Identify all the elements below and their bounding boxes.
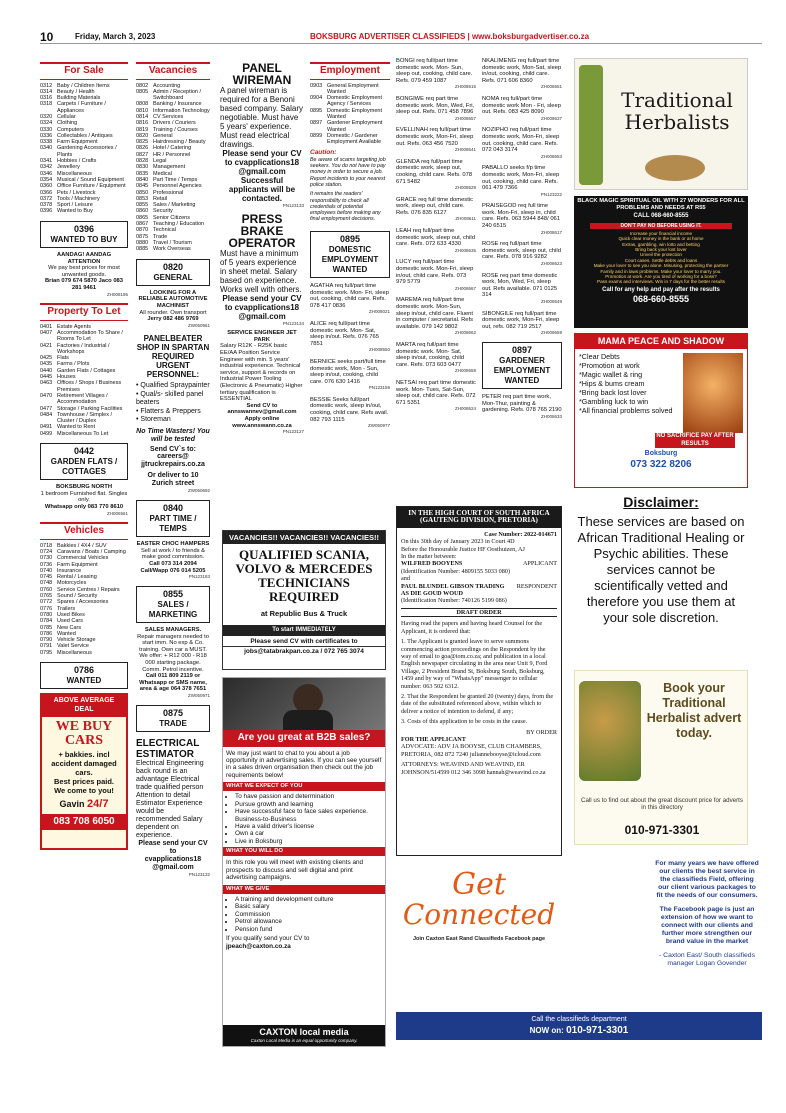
vehicle-category: 0780 Used Bikes [40, 611, 85, 618]
car-ad-line: Best prices paid. [53, 776, 115, 786]
vehicle-category: 0795 Miscellaneous [40, 649, 92, 656]
panel-wireman-success: Successful applicants will be contacted. [228, 176, 296, 203]
for-sale-category: 0324 Clothing [40, 120, 78, 127]
property-category: 0425 Flats [40, 355, 69, 362]
page-header [40, 30, 762, 44]
column-2 [136, 62, 210, 877]
for-sale-category: 0340 Gardening Accessories / Plants [40, 145, 117, 158]
classified-ad: PABALLO seeks f/p time domestic work, Mon-Fri, sleep out, cooking, child care. Refs. 061 479 7366 PN123222 [482, 165, 562, 197]
vacancy-category: 0814 CV Services [136, 113, 184, 120]
sales-marketing-box: 0855 SALES / MARKETING [136, 586, 210, 623]
sales-managers-ad: SALES MANAGERS. Repair managers needed to start imm. No exp & Co. training. Own car a MUST. We offer: + R12 000 - R18 000 starting package. Comm. Petrol incentive. Call 011 809 2119 or Whatsapp or SMS name, area & age 064 378 7651 ZW050971 [137, 627, 210, 699]
boksburg-north-ad: BOKSBURG NORTH 1 bedroom Furnished flat. Singles only. Whatsapp only 083 770 8610 ZH006561 [40, 484, 128, 516]
vacancy-category: 0825 Hairdressing / Beauty [136, 139, 206, 146]
ring-line: Promotion at work. Are you tired of working for a boss? [605, 274, 717, 279]
give-item: • Pension fund [235, 926, 382, 933]
property-category: 0421 Factories / Industrial / Workshops [40, 342, 110, 355]
vacancy-category: 0853 Retail [136, 195, 168, 202]
for-sale-category: 0316 Building Materials [40, 95, 101, 102]
classified-ad: NOZIPHO req full/part time domestic work, Mon-Fri, sleep out, cooking, child care. Refs. 072 043 3174 ZH008653 [482, 127, 562, 159]
vacancy-category: 0870 Technical [136, 227, 176, 234]
vehicle-category: 0784 Used Cars [40, 618, 83, 625]
domestic-ads-b [396, 58, 476, 413]
general-box: 0820 GENERAL [136, 259, 210, 286]
vehicle-category: 0718 Bakkies / 4X4 / SUV [40, 542, 107, 549]
classified-ad: BESSIE Seeks full/part domestic work, sleep in/out, cooking, child care. Refs avail. 082 793 1115 ZW050977 [310, 396, 390, 429]
mama-service: *Hips & bums cream [579, 379, 645, 389]
mama-service: *All financial problems solved [579, 406, 673, 416]
expect-item: • To have passion and determination [235, 793, 382, 800]
car-phone: 083 708 6050 [42, 814, 126, 831]
ring-line: Unveil the protection [640, 252, 682, 258]
publication-title: BOKSBURG ADVERTISER CLASSIFIEDS | www.boksburgadvertiser.co.za [310, 32, 590, 41]
vacancy-category: 0850 Professional [136, 189, 184, 196]
vacancies-heading: Vacancies [136, 62, 210, 80]
classified-ad: ROSE req part time domestic work, Mon, Wed, Fri, sleep out. Refs available. 071 0125 314 ZH008649 [482, 272, 562, 304]
vacancy-category: 0845 Personnel Agencies [136, 183, 202, 190]
classified-ad: MARTA req full/part time domestic work. Mon- Sat, sleep in/out, cooking, child care. Refs. 073 603 0477 ZH008659 [396, 341, 476, 374]
property-category: 0499 Miscellaneous To Let [40, 430, 109, 437]
vacancies-list [136, 83, 210, 253]
vacancy-category: 0830 Management [136, 164, 186, 171]
vacancy-category: 0835 Medical [136, 170, 172, 177]
domestic-ads-c [482, 58, 562, 337]
classified-ad: AGATHA req full/part time domestic work. Mon- Fri, sleep out, cooking, child care. Refs. 078 417 0836 ZH008021 [310, 282, 390, 315]
book-phone: 010-971-3301 [624, 823, 700, 837]
property-list [40, 324, 128, 437]
classified-ad: MAREMA req full/part time domestic work. Mon-Sun, sleep in/out, child care. Fluent in computer / secretarial. Refs available. 079 142 9802 ZH008662 [396, 297, 476, 336]
classified-ad: ROSE req full/part time domestic work, sleep out, child care. Refs. 078 916 9282 ZH008623 [482, 241, 562, 267]
for-sale-category: 0336 Collectables / Antiques [40, 132, 113, 139]
classified-ad: SIBONGILE req full/part time domestic work, Mon-Fri, sleep out, refs. 082 719 2517 ZH008659 [482, 310, 562, 336]
page-number: 10 [40, 30, 54, 44]
car-ad-line: accident damaged cars. [51, 758, 117, 777]
scania-ad: VACANCIES!! VACANCIES!! VACANCIES!! QUALIFIED SCANIA, VOLVO & MERCEDES TECHNICIANS REQUIRED at Republic Bus & Truck To start IMMEDIATELY Please send CV with certificates to jobs@tatabrakpan.co.za / 072 765 3074 [222, 530, 386, 670]
vacancy-category: 0819 Training / Courses [136, 126, 198, 133]
we-buy-cars-ad: ABOVE AVERAGE DEAL WE BUY CARS + bakkies. incl accident damaged cars. Best prices paid. We come to you! Gavin 24/7 083 708 6050 [40, 693, 128, 850]
vehicle-category: 0745 Rental / Leasing [40, 574, 97, 581]
vehicle-category: 0748 Motorcycles [40, 580, 87, 587]
panel-wireman-send: Please send your CV to cvapplications18 @gmail.com [222, 149, 302, 176]
property-category: 0445 Houses [40, 374, 76, 381]
give-item: • Petrol allowance [235, 918, 382, 925]
vehicle-category: 0760 Service Centres / Repairs [40, 586, 120, 593]
ring-line: Court cases. Settle debts and loans [624, 257, 698, 263]
ring-line: Increase your financial income [629, 230, 693, 236]
vacancy-category: 0820 General [136, 132, 173, 139]
get-connected-ad: Get Connected Join Caxton East Rand Classifieds Facebook page [402, 867, 556, 942]
for-sale-heading: For Sale [40, 62, 128, 80]
for-sale-category: 0346 Miscellaneous [40, 170, 92, 177]
property-category: 0463 Offices / Shops / Business Premises [40, 380, 122, 393]
domestic-ads-a [310, 283, 390, 430]
wanted-to-buy-box: 0396 WANTED TO BUY [40, 221, 128, 248]
vehicle-category: 0740 Insurance [40, 567, 82, 574]
panel-requirement: • Qualified Spraypainter [136, 382, 210, 390]
for-sale-category: 0342 Jewellery [40, 164, 80, 171]
for-sale-category: 0312 Baby / Children Items [40, 82, 110, 89]
classified-ad: EVELLINAH req full/part time domestic work, Mon-Fri, sleep out. Refs. 063 456 7520 ZH008641 [396, 127, 476, 153]
classified-ad: NETSAI req part time domestic work. Mon- Tues, Sat-Sun, sleep out, child care. Refs. 072 671 5351 ZH008624 [396, 379, 476, 412]
property-category: 0491 Wanted to Rent [40, 424, 96, 431]
vehicle-category: 0765 Sound / Security [40, 593, 98, 600]
expect-item: • Live in Boksburg [235, 838, 382, 845]
vacancy-category: 0875 Trade [136, 233, 168, 240]
vacancy-category: 0840 Part Time / Temps [136, 176, 198, 183]
give-item: • Commission [235, 911, 382, 918]
column-4 [310, 62, 390, 435]
electrical-estimator-ad: ELECTRICAL ESTIMATOR Electrical Engineering back round is an advantage Electrical trade qualified person Attention to detail Estimator Experience would be recommended Salary dependent on experience. Please send your CV to cvapplications18 @gmail.com PN123132 [136, 737, 210, 877]
property-category: 0440 Garden Flats / Cottages [40, 367, 116, 374]
aandag-ad: AANDAG! AANDAG ATTENTION We pay best prices for most unwanted goods. Brian 079 674 5870 Jaco 083 281 9461 ZH008186 [45, 251, 128, 297]
vacancy-category: 0810 Information Technology [136, 107, 210, 114]
vacancy-category: 0880 Travel / Tourism [136, 239, 192, 246]
for-sale-category: 0366 Pets / Livestock [40, 189, 96, 196]
classified-ad: PRAISEGOD req full time work. Mon-Fri, sleep in, child care. Refs. 063 5944 848/ 061 240 6515 ZH008617 [482, 203, 562, 235]
vehicles-heading: Vehicles [40, 522, 128, 540]
garden-flats-box: 0442 GARDEN FLATS / COTTAGES [40, 443, 128, 480]
property-heading: Property To Let [40, 303, 128, 321]
for-sale-category: 0330 Computers [40, 126, 84, 133]
issue-date: Friday, March 3, 2023 [75, 32, 156, 41]
service-engineer-ad: SERVICE ENGINEER JET PARK Salary R12K - R25K basic EE/AA Position Service Engineer with min. 5 years' industrial experience. Technical service, support & records on Industrial Power Tooling (Electronic & Pneumatic) Higher tertiary qualification is ESSENTIAL Send CV to annswannev@gmail.com Apply online www.annswann.co.za PN123127 [220, 330, 304, 435]
employment-list [310, 83, 390, 146]
employment-heading: Employment [310, 62, 390, 80]
vehicle-category: 0724 Caravans / Boats / Camping [40, 549, 126, 555]
vehicle-category: 0790 Vehicle Storage [40, 637, 96, 644]
classified-ad: BONGIWE req part time domestic work. Mon, Wed, Fri, sleep out. Refs. 071 458 7896 ZH008657 [396, 95, 476, 121]
property-category: 0484 Townhouse / Simplex / Cluster / Duplex [40, 411, 113, 425]
b2b-sales-ad: Are you great at B2B sales? We may just want to chat to you about a job opportunity in advertising sales. If you can see yourself in a sales driven organisation then check out the job requirements below! WHAT WE EXPECT OF YOU • To have passion and determination • Pursue growth and learning • Have successful face to face sales experience. Business-to-Business • Have a valid driver's license • Own a car • Live in Boksburg WHAT YOU WILL DO In this role you will meet with existing clients and prospects to discuss and sell digital and print advertising campaigns. WHAT WE GIVE • A training and development culture • Basic salary • Commission • Petrol allowance • Pension fund If you qualify send your CV to jpeach@caxton.co.za CAXTON local media Caxton Local Media is an equal opportunity company. [222, 677, 386, 1047]
ring-line: Quick clear money in the bank or at home [618, 236, 704, 242]
for-sale-category: 0320 Cellular [40, 113, 76, 120]
mama-service: *Clear Debts [579, 352, 620, 362]
classifieds-department-bar: Call the classifieds department NOW on: 010-971-3301 [396, 1012, 762, 1040]
for-sale-category: 0318 Carpets / Furniture / Appliances [40, 101, 106, 114]
give-item: • Basic salary [235, 903, 382, 910]
book-advert: Book your Traditional Herbalist advert today. Call us to find out about the great discount price for adverts in this directory 010-971-3301 [574, 670, 748, 845]
part-time-box: 0840 PART TIME / TEMPS [136, 500, 210, 537]
employment-category: 0895 Domestic Employment Wanted [310, 107, 383, 120]
column-6 [482, 58, 562, 426]
black-magic-ad: BLACK MAGIC SPIRITUAL OIL WITH 27 WONDERS FOR ALL PROBLEMS AND NEEDS AT R55 CALL 068-660-8555 DON'T PAY NO BEFORE USING IT. Increase your financial income Quick clear money in the bank or at home Extras, gambling, win lotto and betting Bring back your lost lover Unveil the protection Court cases. Settle debts and loans Make your lover to see you alone. Misusing, protecting the partner Family and in laws problems. Make your lover to marry you. Promotion at work. Are you tired of working for a boss? Pass exams and interviews. Win in 7 days for the better results Call for any help and pay after the results 068-660-8555 [574, 196, 748, 328]
classified-ad: ALICE req full/part time domestic work. Mon- Sat, sleep in/out. Refs. 076 765 7851 ZH008550 [310, 320, 390, 353]
vacancy-category: 0855 Sales / Marketing [136, 202, 196, 209]
panel-requirement: • Storeman [136, 416, 171, 424]
for-sale-category: 0314 Beauty / Health [40, 88, 95, 95]
b2b-photo [223, 678, 385, 730]
property-category: 0470 Retirement Villages / Accommodation [40, 392, 108, 406]
classified-ad: GLENDA req full/part time domestic work, sleep out, cooking, child care. Refs. 078 671 5482 ZH008629 [396, 158, 476, 191]
press-brake-send: Please send your CV to cvapplications18 @gmail.com [222, 293, 302, 321]
classified-ad: LEAH req full/part time domestic work, sleep out, child care. Refs. 072 633 4330 ZH008635 [396, 228, 476, 253]
employment-category: 0903 General Employment Wanted [310, 82, 379, 95]
classified-ad: NKALIMENG req full/part time domestic work, Mon-Sat, sleep in/out, cooking, child care. Refs. 071 606 8360 ZH008651 [482, 58, 562, 90]
vacancy-category: 0865 Senior Citizens [136, 214, 190, 221]
employment-category: 0904 Domestic Employment Agency / Services [310, 95, 383, 108]
for-sale-category: 0354 Musical / Sound Equipment [40, 176, 124, 183]
herbalist-title: Traditional Herbalists [621, 88, 733, 134]
vacancy-category: 0802 Accounting [136, 82, 181, 89]
vehicle-category: 0730 Commercial Vehicles [40, 555, 109, 562]
panel-requirement: • Flatters & Preppers [136, 407, 201, 415]
for-sale-list [40, 83, 128, 215]
for-sale-category: 0338 Farm Equipment [40, 139, 98, 146]
vehicle-category: 0786 Wanted [40, 630, 76, 637]
classifieds-quote: For many years we have offered our clients the best service in the classifieds Field, offering our client various packages to fit the needs of our consumers. The Facebook page is just an extension of how we want to connect with our clients and further more strengthen our brand value in the market - Caxton East/ South classifieds manager Logan Govender [655, 860, 759, 967]
vacancy-category: 0828 Legal [136, 158, 167, 165]
car-ad-line: + bakkies. incl [58, 749, 110, 759]
vehicles-list [40, 543, 128, 656]
property-category: 0435 Farms / Plots [40, 361, 90, 368]
gardener-wanted-box: 0897 GARDENER EMPLOYMENT WANTED [482, 342, 562, 389]
mama-service: *Promotion at work [579, 361, 640, 371]
vehicle-category: 0785 New Cars [40, 624, 82, 631]
disclaimer: Disclaimer: These services are based on African Traditional Healing or Psychic abilities. These services cannot be scientifically vetted and therefore you use them at your sole discretion. [577, 494, 745, 625]
expect-item: • Pursue growth and learning [235, 801, 382, 808]
ring-line: Family and in laws problems. Make your lover to marry you. [600, 268, 722, 274]
ring-line: Pass exams and interviews. Win in 7 days for the better results [597, 279, 725, 285]
ring-line: Bring back your lost lover [635, 246, 687, 252]
classified-ad: BERNICE seeks part/full time domestic work, Mon - Sun, sleep in/out, cooking, child care. 076 630 1416 PN123159 [310, 358, 390, 391]
vacancy-category: 0827 HR / Personnel [136, 151, 191, 158]
for-sale-category: 0372 Tools / Machinery [40, 195, 100, 202]
column-5 [396, 58, 476, 418]
for-sale-category: 0341 Hobbies / Crafts [40, 158, 97, 165]
for-sale-category: 0378 Sport / Leisure [40, 202, 93, 209]
property-category: 0477 Storage / Parking Facilities [40, 405, 123, 412]
vacancy-category: 0826 Hotel / Catering [136, 145, 192, 152]
vacancy-category: 0805 Admin / Reception / Switchboard [136, 88, 201, 102]
car-ad-line: We come to you! [54, 785, 114, 795]
court-notice: IN THE HIGH COURT OF SOUTH AFRICA (GAUTENG DIVISION, PRETORIA) Case Number: 2022-014671 On this 30th day of January 2023 in Court 4D Before the Honourable Justice HF Oosthuizen, AJ In the matter between: WILFRED BOOYENS APPLICANT (Identification Number: 4809155 5033 080) and PAUL BLUNDEL GIBSON TRADING AS DIE GOUD WOUD RESPONDENT (Identification Number: 740126 5199 086) DRAFT ORDER Having read the papers and having heard Counsel for the Applicant, it is ordered that: 1. The Applicant is granted leave to serve summons commencing action proceedings on the Respondent by the way of email to goa@iom.co.za; and publication in a local English newspaper circulating in the area near Unit 9, Ford Village, 2 President Brand St, Boksburg South, Boksburg, 1459 and by way of "WhatsApp" messenger to cellular number: 063 502 6312. 2. That the Respondent be granted 20 (twenty) days, from the date of the substituted referenced above, within which to deliver a notice of intention to defend, if any; 3. Costs of this application to be costs in the cause. BY ORDER FOR THE APPLICANT ADVOCATE: ADV JA BOOYSE, CLUB CHAMBERS, PRETORIA, 082 872 7240 juliannebooyse@icloud.com ATTORNEYS: WEAVIND AND WEAVIND, ER JOHNSON/514599 012 346 3098 hannah@weavind.co.za [396, 506, 562, 856]
vacancy-category: 0867 Teaching / Education [136, 221, 205, 228]
give-item: • A training and development culture [235, 896, 382, 903]
ring-line: Make your lover to see you alone. Misusing, protecting the partner [593, 263, 729, 269]
vehicle-category: 0791 Valet Service [40, 643, 89, 650]
column-3: PANEL WIREMAN A panel wireman is required for a Benoni based company. Salary negotiable. Must have 5 years' experience. Must read electrical drawings. Please send your CV to cvapplications18 @gmail.com Successful applicants will be contacted. PN123133 PRESS BRAKE OPERATOR Must have a minimum of 5 years experience in sheet metal. Salary based on experience. Works well with others. Please send your CV to cvapplications18 @gmail.com PN123134 SERVICE ENGINEER JET PARK Salary R12K - R25K basic EE/AA Position Service Engineer with min. 5 years' industrial experience. Technical service, support & records on Industrial Power Tooling (Electronic & Pneumatic) Higher tertiary qualification is ESSENTIAL Send CV to annswannev@gmail.com Apply online www.annswann.co.za PN123127 [220, 61, 304, 435]
property-category: 0407 Accommodation To Share / Rooms To Let [40, 329, 123, 343]
employment-category: 0897 Gardener Employment Wanted [310, 120, 383, 133]
vehicle-category: 0776 Trailers [40, 605, 76, 612]
vacancy-category: 0816 Drivers / Couriers [136, 120, 196, 127]
panel-wireman-body: A panel wireman is required for a Benoni based company. Salary negotiable. Must have 5 years' experience. Must read electrical drawings. [220, 86, 304, 149]
press-brake-body: Must have a minimum of 5 years experience in sheet metal. Salary based on experience. Works well with others. [220, 248, 302, 294]
mama-peace-ad: MAMA PEACE AND SHADOW *Clear Debts *Promotion at work *Magic wallet & ring *Hips & bums cream *Bring back lost lover *Gambling luck to win *All financial problems solved NO SACRIFICE PAY AFTER RESULTS Boksburg 073 322 8206 [574, 333, 748, 488]
vehicle-category: 0772 Spares / Accessories [40, 599, 109, 606]
peter-ad: PETER req part time work, Mon-Thur, painting & gardening. Refs. 078 765 2190 ZH008633 [482, 394, 562, 419]
herbalist-header [574, 58, 748, 190]
column-1 [40, 62, 128, 850]
panel-requirement: • Qual/s- skilled panel beaters [136, 390, 204, 407]
machinist-ad: LOOKING FOR A RELIABLE AUTOMOTIVE MACHINIST All rounder. Own transport Jerry 082 486 9769 ZW050961 [138, 289, 210, 328]
panelbeater-ad: PANELBEATER SHOP IN SPARTAN REQUIRED URGENT PERSONNEL: • Qualified Spraypainter • Qual/s- skilled panel beaters • Flatters & Preppers • Storeman No Time Wasters! You will be tested Send CV`s to: careers@ jjtruckrepairs.co.za Or deliver to 10 Zurich street ZW050692 [136, 334, 210, 494]
employment-category: 0899 Domestic / Gardener Employment Available [310, 132, 382, 146]
vacancy-category: 0860 Security [136, 208, 173, 215]
wanted-box: 0786 WANTED [40, 662, 128, 689]
classified-ad: BONGI req full/part time domestic work. Mon- Sun, sleep out, cooking, child care. Refs. 079 459 1087 ZH008615 [396, 58, 476, 90]
mama-service: *Gambling luck to win [579, 397, 649, 407]
domestic-wanted-box: 0895 DOMESTIC EMPLOYMENT WANTED [310, 231, 390, 278]
vacancy-category: 0808 Banking / Insurance [136, 101, 202, 108]
mama-service: *Bring back lost lover [579, 388, 647, 398]
vehicle-category: 0736 Farm Equipment [40, 561, 98, 568]
ring-line: Extras, gambling, win lotto and betting [622, 241, 700, 247]
panel-wireman-title: PANEL WIREMAN [232, 61, 292, 87]
for-sale-category: 0360 Office Furniture / Equipment [40, 183, 126, 190]
classified-ad: LUCY req full/part time domestic work. Mon-Fri, sleep in/out, child care. Refs. 073 979 5779 ZH008667 [396, 259, 476, 291]
easter-ad: EASTER CHOC HAMPERS Sell at work / to friends & make good commission. Call 073 314 2094 Call/Wapp 076 014 5205 PN123183 [136, 541, 210, 580]
trade-box: 0875 TRADE [136, 705, 210, 732]
expect-item: • Have a valid driver's license [235, 823, 382, 830]
mama-service: *Magic wallet & ring [579, 370, 643, 380]
classified-ad: NOMA req full/part time domestic work Mon - Fri, sleep out. Refs. 083 425 8090 ZH008637 [482, 95, 562, 121]
expect-item: • Have successful face to face sales experience. Business-to-Business [235, 808, 382, 823]
expect-item: • Own a car [235, 830, 382, 837]
press-brake-title: PRESS BRAKE OPERATOR [228, 211, 296, 250]
for-sale-category: 0396 Wanted to Buy [40, 208, 93, 215]
classified-ad: GRACE req full time domestic work, sleep out, child care. Refs. 076 835 6127 ZH008611 [396, 196, 476, 222]
caution-notice: Caution: Be aware of scams targeting job seekers. You do not have to pay money in order to secure a job. Report incidents to your nearest police station. It remains the readers' responsibility to check all credentials of potential employees before making any final employment decisions. [310, 149, 386, 223]
vacancy-category: 0885 Work Overseas [136, 246, 191, 253]
property-category: 0401 Estate Agents [40, 323, 91, 330]
